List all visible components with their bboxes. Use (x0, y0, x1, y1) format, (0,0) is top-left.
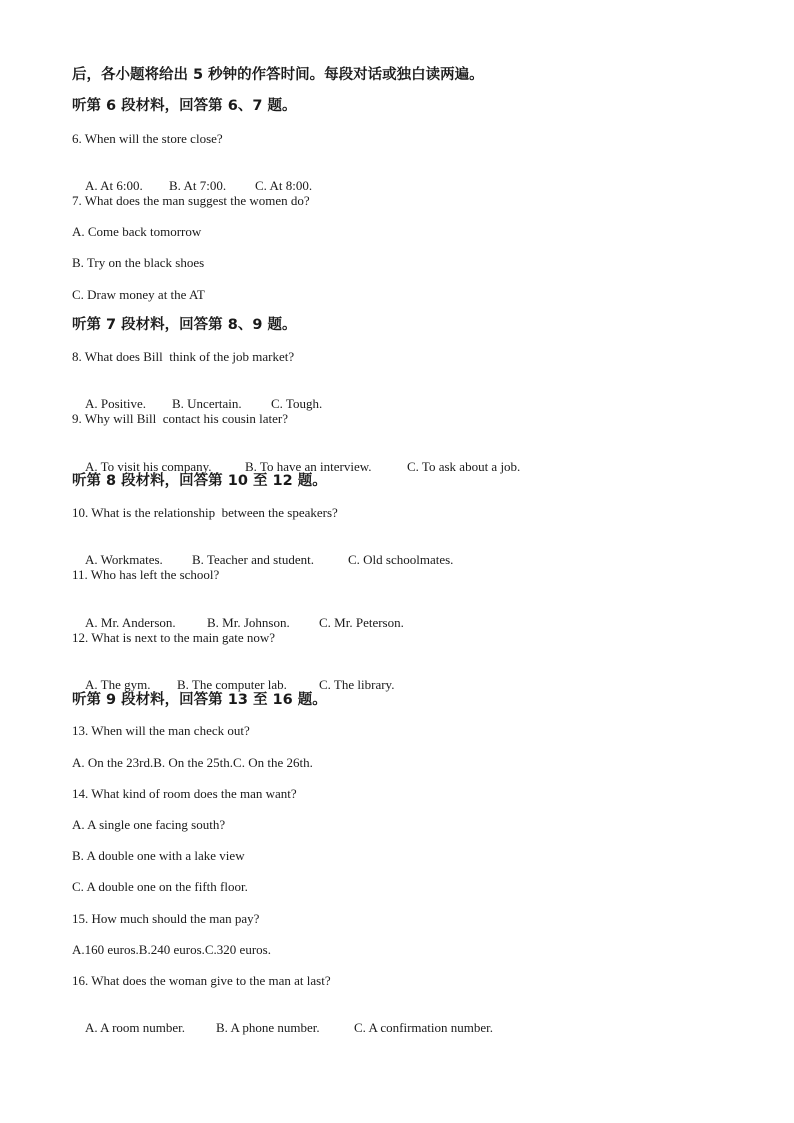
option: A. Come back tomorrow (72, 224, 202, 239)
question-text: 14. What kind of room does the man want? (72, 786, 297, 801)
option: A. A single one facing south? (72, 817, 226, 832)
option: C. Tough. (271, 396, 323, 411)
section-heading: 听第 9 段材料，回答第 13 至 16 题。 (72, 692, 327, 708)
option: B. Mr. Johnson. (207, 615, 290, 630)
option: C. Draw money at the AT (72, 287, 205, 302)
question-text: 6. When will the store close? (72, 131, 223, 146)
question-text: 12. What is next to the main gate now? (72, 630, 276, 645)
question-text: 8. What does Bill think of the job market? (72, 349, 295, 364)
option: A. A room number. (85, 1020, 186, 1035)
option: A. On the 23rd.B. On the 25th.C. On the 26th. (72, 755, 313, 770)
option: B. The computer lab. (177, 677, 287, 692)
question-text: 11. Who has left the school? (72, 567, 220, 582)
option: A. To visit his company. (85, 459, 212, 474)
option: B. Teacher and student. (192, 552, 314, 567)
option: C. A confirmation number. (354, 1020, 494, 1035)
option: B. To have an interview. (245, 459, 372, 474)
section-heading: 听第 6 段材料，回答第 6、7 题。 (72, 98, 297, 114)
option: C. The library. (319, 677, 395, 692)
option: C. Mr. Peterson. (319, 615, 404, 630)
question-text: 9. Why will Bill contact his cousin later? (72, 411, 289, 426)
option: B. Try on the black shoes (72, 255, 205, 270)
option: C. To ask about a job. (407, 459, 521, 474)
option: B. Uncertain. (172, 396, 242, 411)
question-text: 13. When will the man check out? (72, 723, 250, 738)
question-text: 15. How much should the man pay? (72, 911, 260, 926)
option: C. At 8:00. (255, 178, 313, 193)
option-row (72, 1004, 493, 1052)
option: A. Workmates. (85, 552, 163, 567)
question-text: 16. What does the woman give to the man at last? (72, 973, 331, 988)
question-text: 10. What is the relationship between the speakers? (72, 505, 338, 520)
option: A. The gym. (85, 677, 151, 692)
option: A. Positive. (85, 396, 147, 411)
option: A. Mr. Anderson. (85, 615, 176, 630)
intro-line: 后，各小题将给出 5 秒钟的作答时间。每段对话或独白读两遍。 (72, 67, 484, 83)
section-heading: 听第 7 段材料，回答第 8、9 题。 (72, 317, 297, 333)
option: C. A double one on the fifth floor. (72, 879, 248, 894)
option: B. A double one with a lake view (72, 848, 245, 863)
section-heading: 听第 8 段材料，回答第 10 至 12 题。 (72, 473, 327, 489)
option: A.160 euros.B.240 euros.C.320 euros. (72, 942, 271, 957)
option: B. A phone number. (216, 1020, 320, 1035)
option: C. Old schoolmates. (348, 552, 454, 567)
option: A. At 6:00. (85, 178, 143, 193)
question-text: 7. What does the man suggest the women do? (72, 193, 310, 208)
option: B. At 7:00. (169, 178, 227, 193)
